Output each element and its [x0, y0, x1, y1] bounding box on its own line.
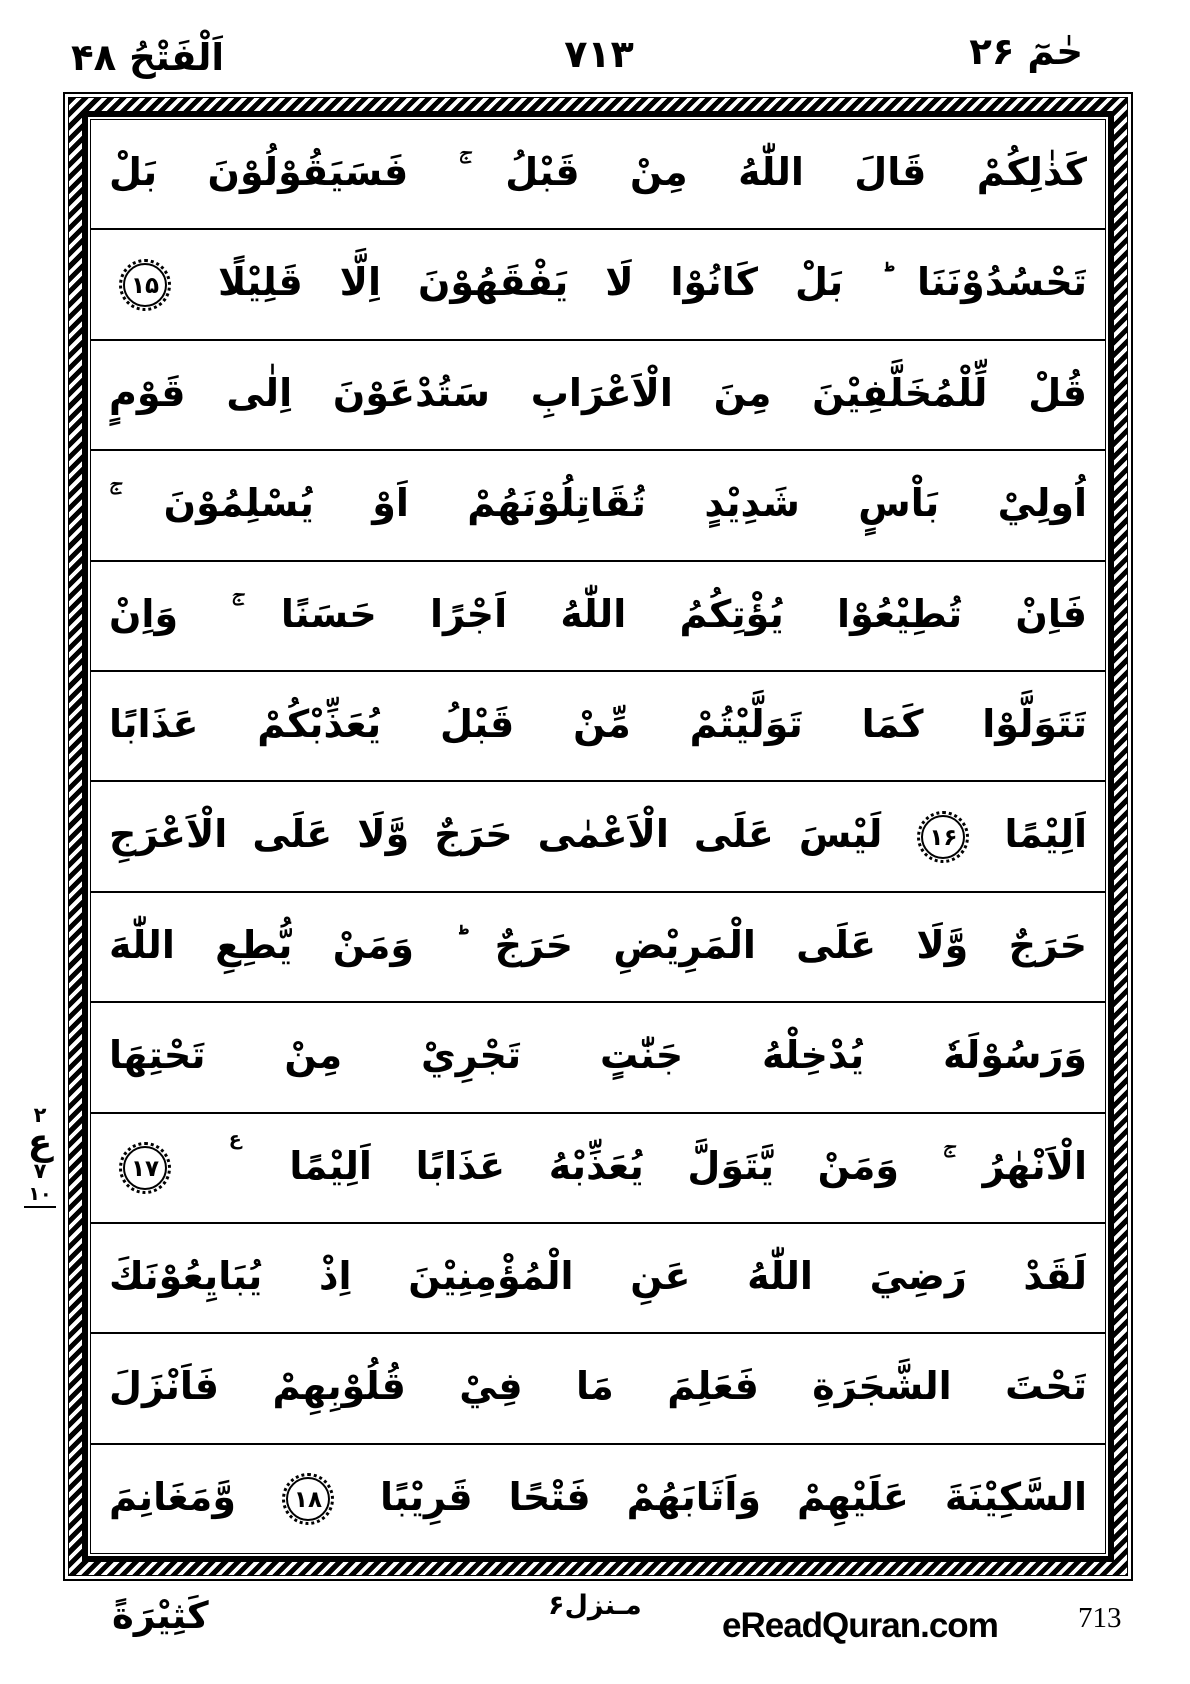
ayah-text: اُولِيْ بَاْسٍ شَدِيْدٍ تُقَاتِلُوْنَهُمْ اَوْ يُسْلِمُوْنَ ۚ — [109, 481, 1087, 526]
ruku-margin-marker — [14, 1104, 66, 1208]
verse-end-medallion: ۱۵ — [123, 263, 167, 307]
verse-end-medallion: ۱۶ — [921, 815, 965, 859]
ayah-text: وَرَسُوْلَهٗ يُدْخِلْهُ جَنّٰتٍ تَجْرِيْ مِنْ تَحْتِهَا — [109, 1033, 1087, 1078]
decorative-border-frame — [63, 92, 1133, 1581]
quran-line — [91, 782, 1105, 892]
ayah-text: السَّكِيْنَةَ عَلَيْهِمْ وَاَثَابَهُمْ فَتْحًا قَرِيْبًا — [380, 1474, 1088, 1519]
verse-end-medallion: ۱۸ — [286, 1477, 330, 1521]
quran-line — [91, 230, 1105, 340]
surah-header — [71, 36, 224, 79]
manzil-marker — [548, 1590, 642, 1621]
page-header — [63, 30, 1135, 92]
ayah-text: كَذٰلِكُمْ قَالَ اللّٰهُ مِنْ قَبْلُ ۚ فَسَيَقُوْلُوْنَ بَلْ — [109, 150, 1087, 194]
ruku-juz-count: ۷ — [33, 1159, 47, 1183]
surah-name: اَلْفَتْحُ — [129, 36, 225, 79]
ruku-ain-mark: ع — [228, 1127, 242, 1150]
page-number-arabic: ۷۱۳ — [564, 32, 634, 76]
juz-number: ۲۶ — [969, 30, 1015, 73]
ayah-text: لَقَدْ رَضِيَ اللّٰهُ عَنِ الْمُؤْمِنِيْنَ اِذْ يُبَايِعُوْنَكَ — [109, 1253, 1087, 1298]
page-number-latin: 713 — [1078, 1602, 1122, 1634]
ayah-text: لَيْسَ عَلَى الْاَعْمٰى حَرَجٌ وَّلَا عَلَى الْاَعْرَجِ — [109, 812, 883, 857]
ayah-text: حَرَجٌ وَّلَا عَلَى الْمَرِيْضِ حَرَجٌ ؕ وَمَنْ يُّطِعِ اللّٰهَ — [109, 922, 1087, 967]
juz-header — [969, 30, 1083, 73]
ruku-surah-count: ۲ — [33, 1103, 47, 1127]
manzil-label: مـنزل — [564, 1590, 642, 1621]
ayah-text: الْاَنْهٰرُ ۚ وَمَنْ يَّتَوَلَّ يُعَذِّبْهُ عَذَابًا اَلِيْمًا — [289, 1143, 1087, 1188]
text-area-border — [82, 111, 1114, 1562]
quran-line — [91, 1003, 1105, 1113]
ayah-text: تَحْسُدُوْنَنَا ؕ بَلْ كَانُوْا لَا يَفْقَهُوْنَ اِلَّا قَلِيْلًا — [217, 260, 1087, 305]
manzil-number: ۶ — [548, 1590, 565, 1621]
ruku-ain-symbol: ع — [27, 1122, 53, 1163]
page-footer — [0, 1590, 1190, 1670]
verse-end-medallion: ۱۷ — [123, 1146, 167, 1190]
quran-line — [91, 672, 1105, 782]
ayah-text: قُلْ لِّلْمُخَلَّفِيْنَ مِنَ الْاَعْرَابِ سَتُدْعَوْنَ اِلٰى قَوْمٍ — [109, 370, 1087, 415]
catchword-next-page: كَثِيْرَةً — [112, 1594, 209, 1637]
lines-container — [90, 119, 1106, 1554]
ayah-text: وَّمَغَانِمَ — [109, 1474, 236, 1519]
quran-line — [91, 341, 1105, 451]
ayah-text: تَتَوَلَّوْا كَمَا تَوَلَّيْتُمْ مِّنْ قَبْلُ يُعَذِّبْكُمْ عَذَابًا — [109, 701, 1087, 746]
juz-name: حٰمٓ — [1027, 30, 1083, 73]
website-watermark: eReadQuran.com — [722, 1606, 998, 1645]
quran-line — [91, 562, 1105, 672]
ruku-verse-count: ۱۰ — [24, 1182, 55, 1208]
ayah-text: تَحْتَ الشَّجَرَةِ فَعَلِمَ مَا فِيْ قُلُوْبِهِمْ فَاَنْزَلَ — [109, 1364, 1087, 1409]
quran-line — [91, 1114, 1105, 1224]
quran-line — [91, 451, 1105, 561]
quran-line — [91, 1334, 1105, 1444]
ayah-text: اَلِيْمًا — [1004, 812, 1088, 857]
quran-line — [91, 1445, 1105, 1553]
ayah-text: فَاِنْ تُطِيْعُوْا يُؤْتِكُمُ اللّٰهُ اَجْرًا حَسَنًا ۚ وَاِنْ — [109, 591, 1087, 636]
surah-number: ۴۸ — [71, 36, 117, 79]
quran-line — [91, 120, 1105, 230]
quran-line — [91, 893, 1105, 1003]
quran-line — [91, 1224, 1105, 1334]
